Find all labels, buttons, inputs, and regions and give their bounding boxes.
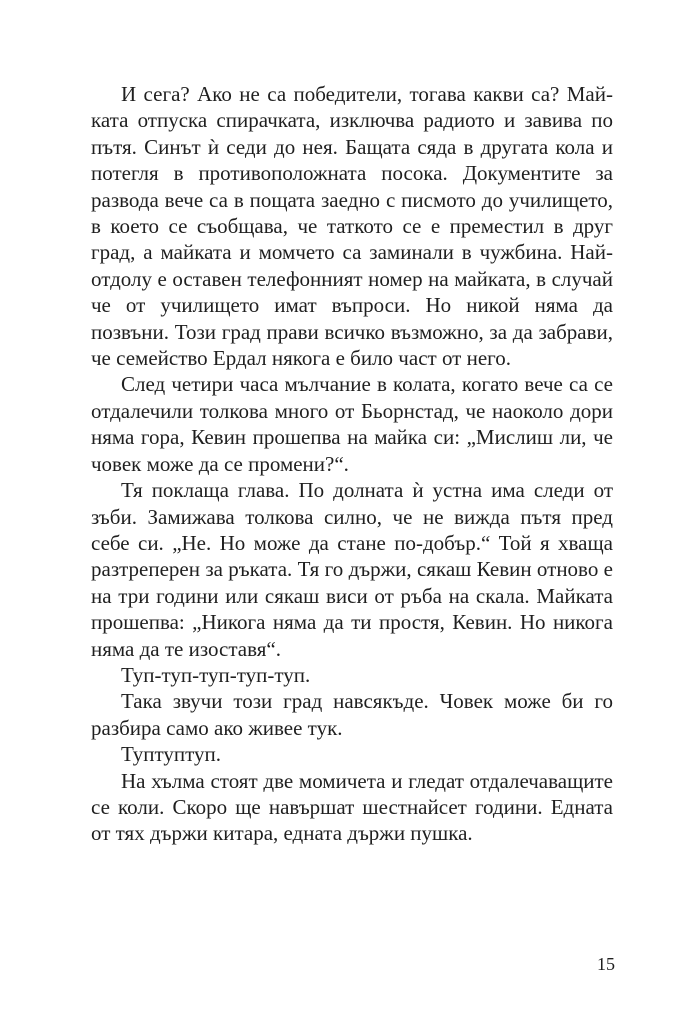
paragraph-3: Тя поклаща глава. По долната ѝ устна има следи от зъби. Замижава толкова силно, че не вижда пътя пред себе си. „Не. Но може да стане по-добър.“ Той я хваща разтреперен за ръката. Тя го държи, сякаш Кевин отново е на три години или сякаш виси от ръба на скала. Майката прошепва: „Никога няма да ти простя, Кевин. Но никога няма да те изоставя“.: [91, 478, 613, 661]
paragraph-7: На хълма стоят две момичета и гледат отдалечаващите се коли. Скоро ще навършат шестнайсет години. Едната от тях държи китара, едната държи пушка.: [91, 768, 613, 846]
paragraph-5: Така звучи този град навсякъде. Човек може би го разбира само ако живее тук.: [91, 689, 613, 740]
paragraph-6: Туптуптуп.: [121, 742, 222, 767]
body-text: [91, 81, 613, 847]
paragraph-1: И сега? Ако не са победители, тогава какви са? Майката отпуска спирачката, изключва радиото и завива по пътя. Синът ѝ седи до нея. Бащата сяда в другата кола и потегля в противоположната посока. Документите за развода вече са в пощата заедно с писмото до училището, в което се съобщава, че таткото се е преместил в друг град, а майката и момчето са заминали в чужбина. Най-отдолу е оставен телефонният номер на майката, в случай че от училището имат въпроси. Но никой няма да позвъни. Този град прави всичко възможно, за да забрави, че семейство Ердал някога е било част от него.: [91, 82, 613, 371]
page-number: 15: [597, 954, 615, 974]
paragraph-2: След четири часа мълчание в колата, когато вече са се отдалечили толкова много от Бьорнстад, че наоколо дори няма гора, Кевин прошепва на майка си: „Мислиш ли, че човек може да се промени?“.: [91, 372, 613, 476]
paragraph-4: Туп-туп-туп-туп-туп.: [121, 662, 311, 687]
